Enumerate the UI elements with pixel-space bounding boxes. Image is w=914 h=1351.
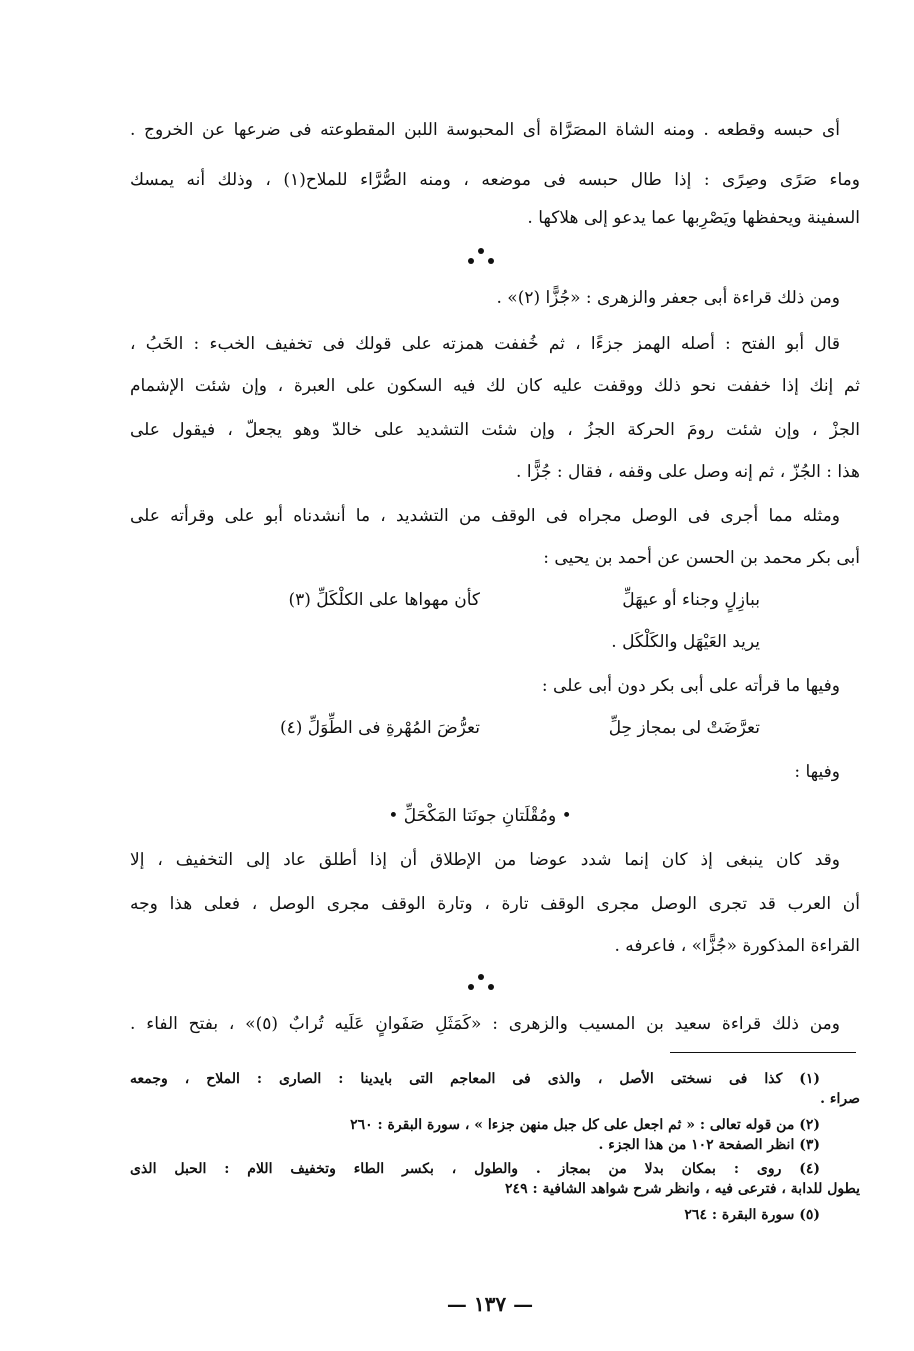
body-line: القراءة المذكورة «جُزًّا» ، فاعرفه . [614, 936, 860, 956]
footnote-line: (٣) انظر الصفحة ١٠٢ من هذا الجزء . [598, 1137, 820, 1153]
section-separator [468, 248, 498, 266]
body-line: الجزْ ، وإن شئت رومَ الحركة الجزُ ، وإن شئت التشديد على خالدّ وهو يجعلّ ، فيقول على [130, 420, 860, 440]
footnote-line: (١) كذا فى نسختى الأصل ، والذى فى المعاجم التى بايدينا : الصارى : الملاح ، وجمعه [130, 1071, 820, 1087]
body-line: السفينة ويحفظها ويَصْرِبها عما يدعو إلى هلاكها . [527, 208, 860, 228]
body-line: وفيها : [794, 762, 840, 782]
verse-hemistich-right: تعرَّضَتْ لى بمجاز حِلِّ [608, 718, 760, 738]
body-line: ومثله مما أجرى فى الوصل مجراه فى الوقف من التشديد ، ما أنشدناه أبو على وقرأته على [130, 506, 840, 526]
body-line: وقد كان ينبغى إذ كان إنما شدد عوضا من الإطلاق أن إذا أطلق عاد إلى التخفيف ، إلا [130, 850, 840, 870]
body-line: ومن ذلك قراءة سعيد بن المسيب والزهرى : «كَمَثَلِ صَفَوانٍ عَلَيه تُرابٌ (٥)» ، بفتح الفاء . [130, 1014, 840, 1034]
verse-hemistich-left: تعرُّضَ المُهْرةِ فى الطِّوَلِّ (٤) [279, 718, 480, 738]
body-line: أن العرب قد تجرى الوصل مجرى الوقف تارة ، وتارة الوقف مجرى الوصل ، فعلى هذا وجه [130, 894, 860, 914]
verse-hemistich-left: كأن مهواها على الكلْكَلِّ (٣) [288, 590, 480, 610]
body-line: ثم إنك إذا خففت نحو ذلك ووقفت عليه كان لك فيه السكون على العبرة ، وإن شئت الإشمام [130, 376, 860, 396]
body-line: وماء صَرًى وصِرًى : إذا طال حبسه فى موضعه ، ومنه الصُّرَّاء للملاح(١) ، وذلك أنه يمسك [130, 170, 860, 190]
body-line: هذا : الجُزّ ، ثم إنه وصل على وقفه ، فقال : جُزًّا . [516, 462, 860, 482]
footnote-line: صراء . [820, 1091, 860, 1107]
body-line: وفيها ما قرأته على أبى بكر دون أبى على : [541, 676, 840, 696]
body-line: ومن ذلك قراءة أبى جعفر والزهرى : «جُزًّا (٢)» . [496, 288, 840, 308]
body-line: أى حبسه وقطعه . ومنه الشاة المصَرَّاة أى المحبوسة اللبن المقطوعته فى ضرعها عن الخروج . [130, 120, 840, 140]
footnote-line: (٤) روى : بمكان بدلا من بمجاز . والطول ، بكسر الطاء وتخفيف اللام : الحبل الذى [130, 1161, 820, 1177]
footnote-line: (٥) سورة البقرة : ٢٦٤ [684, 1207, 820, 1223]
footnote-line: (٢) من قوله تعالى : « ثم اجعل على كل جبل منهن جزءا » ، سورة البقرة : ٢٦٠ [350, 1117, 820, 1133]
page-number: — ١٣٧ — [446, 1292, 534, 1316]
body-line: أبى بكر محمد بن الحسن عن أحمد بن يحيى : [543, 548, 860, 568]
footnote-rule [670, 1052, 856, 1053]
footnote-line: يطول للدابة ، فترعى فيه ، وانظر شرح شواهد الشافية : ٢٤٩ [505, 1181, 860, 1197]
verse-hemistich-right: ببازِلٍ وجناء أو عيهَلِّ [622, 590, 760, 610]
verse-line: • ومُقْلَتانِ جونَتا المَكْحَلِّ • [388, 806, 572, 826]
section-separator [468, 974, 498, 992]
body-line: يريد العَيْهَل والكَلْكَل . [611, 632, 760, 652]
body-line: قال أبو الفتح : أصله الهمز جزءًا ، ثم خُففت همزته على قولك فى تخفيف الخبء : الخَبُ ، [130, 334, 840, 354]
